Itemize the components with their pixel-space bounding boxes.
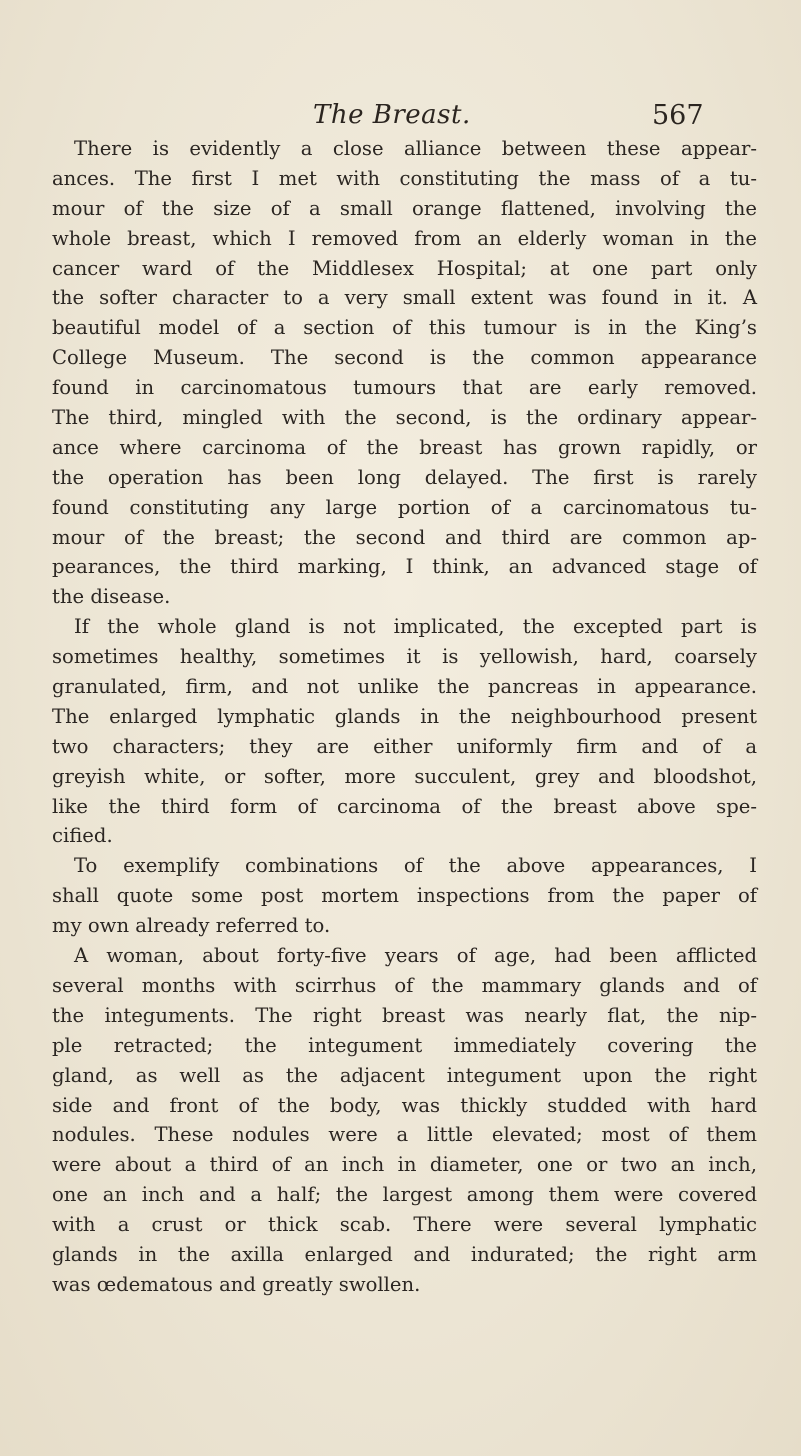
- text-line: pearances, the third marking, I think, an advanced stage of: [52, 555, 757, 579]
- text-line: the operation has been long delayed. The first is rarely: [52, 465, 757, 489]
- text-line: mour of the breast; the second and third are common ap-: [52, 525, 757, 549]
- text-line: mour of the size of a small orange flattened, involving the: [52, 196, 757, 220]
- text-line: one an inch and a half; the largest among them were covered: [52, 1183, 757, 1207]
- text-line: If the whole gland is not implicated, the excepted part is: [74, 615, 757, 639]
- text-line: with a crust or thick scab. There were several lymphatic: [52, 1213, 757, 1237]
- text-line: A woman, about forty-five years of age, had been afflicted: [74, 944, 757, 968]
- text-line: ance where carcinoma of the breast has grown rapidly, or: [52, 435, 757, 459]
- text-line: The third, mingled with the second, is the ordinary appear-: [52, 406, 757, 430]
- text-line: The enlarged lymphatic glands in the neighbourhood present: [52, 704, 757, 728]
- text-line: were about a third of an inch in diameter, one or two an inch,: [52, 1153, 757, 1177]
- text-line: the disease.: [52, 585, 171, 609]
- text-line: To exemplify combinations of the above appearances, I: [74, 854, 757, 878]
- text-line: glands in the axilla enlarged and indurated; the right arm: [52, 1242, 757, 1266]
- text-line: like the third form of carcinoma of the breast above spe-: [52, 794, 757, 818]
- text-line: side and front of the body, was thickly studded with hard: [52, 1093, 757, 1117]
- text-line: ple retracted; the integument immediately covering the: [52, 1033, 757, 1057]
- page-number: 567: [652, 100, 704, 131]
- text-line: College Museum. The second is the common appearance: [52, 346, 757, 370]
- text-line: cancer ward of the Middlesex Hospital; at one part only: [52, 256, 757, 280]
- body-text: [52, 134, 757, 1300]
- text-line: greyish white, or softer, more succulent, grey and bloodshot,: [52, 764, 757, 788]
- text-line: the integuments. The right breast was nearly flat, the nip-: [52, 1003, 757, 1027]
- text-line: gland, as well as the adjacent integument upon the right: [52, 1063, 757, 1087]
- text-line: the softer character to a very small extent was found in it. A: [52, 286, 757, 310]
- text-line: beautiful model of a section of this tumour is in the King’s: [52, 316, 757, 340]
- running-title: The Breast.: [313, 100, 471, 130]
- text-line: was œdematous and greatly swollen.: [52, 1272, 421, 1296]
- text-line: my own already referred to.: [52, 914, 331, 938]
- text-line: whole breast, which I removed from an elderly woman in the: [52, 226, 757, 250]
- text-line: shall quote some post mortem inspections from the paper of: [52, 884, 757, 908]
- text-line: two characters; they are either uniformly firm and of a: [52, 734, 757, 758]
- text-line: nodules. These nodules were a little elevated; most of them: [52, 1123, 757, 1147]
- text-line: cified.: [52, 824, 113, 848]
- text-line: several months with scirrhus of the mammary glands and of: [52, 973, 757, 997]
- text-line: There is evidently a close alliance between these appear-: [74, 137, 757, 160]
- text-line: ances. The first I met with constituting the mass of a tu-: [52, 166, 757, 190]
- text-line: granulated, firm, and not unlike the pancreas in appearance.: [52, 675, 757, 699]
- text-line: sometimes healthy, sometimes it is yellowish, hard, coarsely: [52, 645, 757, 669]
- text-line: found in carcinomatous tumours that are early removed.: [52, 376, 757, 400]
- text-line: found constituting any large portion of a carcinomatous tu-: [52, 495, 757, 519]
